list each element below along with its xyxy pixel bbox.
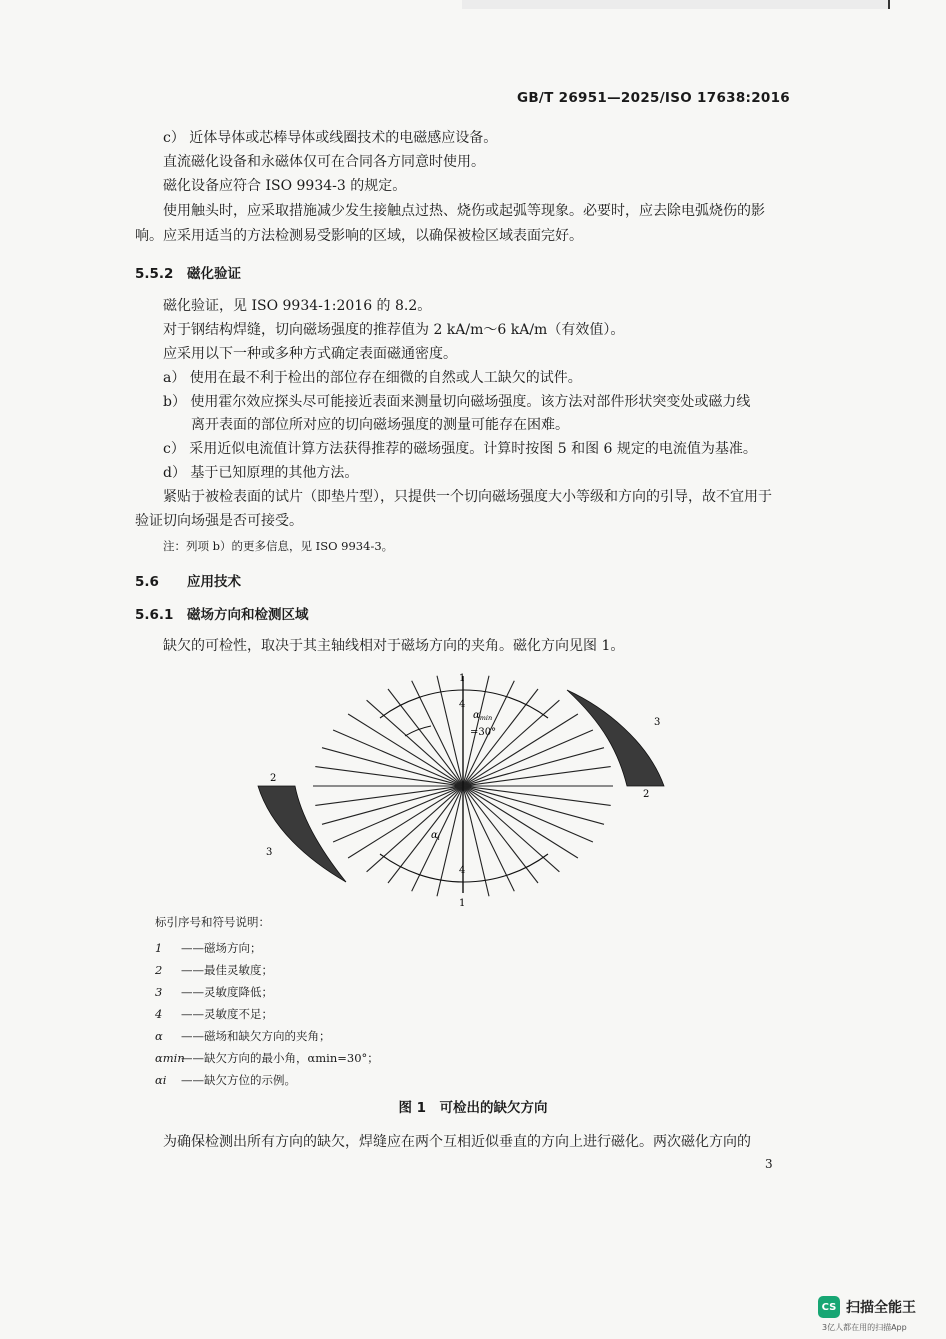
legend-row [155, 1006, 273, 1022]
scan-edge-mark [888, 0, 890, 9]
list-item-c-induction: c） 近体导体或芯棒导体或线圈技术的电磁感应设备。 [163, 130, 498, 146]
section-title: 磁化验证 [187, 266, 241, 282]
paragraph-shim-line2: 验证切向场强是否可接受。 [135, 513, 303, 529]
legend-text: ——磁场方向； [181, 941, 262, 955]
paragraph-dc-equipment: 直流磁化设备和永磁体仅可在合同各方同意时使用。 [163, 154, 485, 170]
label-3-left: 3 [266, 847, 273, 858]
figure-1-defect-directions [240, 668, 690, 908]
legend-key: αmin [155, 1051, 185, 1065]
legend-text: ——缺欠方位的示例。 [181, 1073, 296, 1087]
legend-key: 4 [155, 1007, 163, 1021]
section-number: 5.6.1 [135, 607, 174, 623]
paragraph-field-strength: 对于钢结构焊缝，切向磁场强度的推荐值为 2 kA/m～6 kA/m（有效值）。 [163, 322, 625, 338]
paragraph-shim-line1: 紧贴于被检表面的试片（即垫片型），只提供一个切向磁场强度大小等级和方向的引导，故不宜用于 [163, 489, 772, 505]
label-4-bottom: 4 [459, 865, 466, 876]
cs-logo-icon: CS [818, 1296, 840, 1318]
scanner-tagline: 3亿人都在用的扫描App [822, 1323, 907, 1332]
section-title: 应用技术 [187, 574, 241, 590]
legend-text: ——最佳灵敏度； [181, 963, 273, 977]
paragraph-prods-line2: 响。应采用适当的方法检测易受影响的区域，以确保被检区域表面完好。 [135, 228, 583, 244]
paragraph-flux-methods: 应采用以下一种或多种方式确定表面磁通密度。 [163, 346, 457, 362]
paragraph-detectability: 缺欠的可检性，取决于其主轴线相对于磁场方向的夹角。磁化方向见图 1。 [163, 638, 625, 654]
label-1-bottom: 1 [459, 898, 466, 908]
label-2-right: 2 [643, 789, 650, 800]
legend-text: ——灵敏度不足； [181, 1007, 273, 1021]
legend-text: ——灵敏度降低； [181, 985, 273, 999]
list-item-b-line1: b） 使用霍尔效应探头尽可能接近表面来测量切向磁场强度。该方法对部件形状突变处或磁力线 [163, 394, 751, 410]
scanner-app-name: 扫描全能王 [846, 1300, 916, 1316]
page-number: 3 [765, 1157, 773, 1171]
section-heading-5-6-1 [135, 603, 309, 623]
label-2-left: 2 [270, 773, 277, 784]
legend-row [155, 940, 262, 956]
legend-key: 1 [155, 941, 163, 955]
legend-row [155, 1028, 331, 1044]
list-item-d: d） 基于已知原理的其他方法。 [163, 465, 359, 481]
note: 注：列项 b）的更多信息，见 ISO 9934-3。 [163, 539, 394, 553]
legend-text: ——磁场和缺欠方向的夹角； [181, 1029, 331, 1043]
label-1-top: 1 [459, 673, 466, 684]
label-3-right: 3 [654, 717, 661, 728]
section-heading-5-6 [135, 570, 241, 590]
paragraph-prods-line1: 使用触头时，应采取措施减少发生接触点过热、烧伤或起弧等现象。必要时，应去除电弧烧伤的影 [163, 203, 765, 219]
paragraph-two-directions: 为确保检测出所有方向的缺欠，焊缝应在两个互相近似垂直的方向上进行磁化。两次磁化方向的 [163, 1134, 751, 1150]
legend-row [155, 1050, 379, 1066]
legend-row [155, 1072, 296, 1088]
legend-key: 3 [155, 985, 163, 999]
legend-key: α [155, 1029, 163, 1043]
reduced-sensitivity-sector-left [258, 786, 346, 882]
legend-row [155, 962, 273, 978]
legend-title: 标引序号和符号说明： [155, 915, 270, 929]
label-alpha-min: $\alpha_{min}$ [473, 710, 493, 722]
figure-caption: 图 1 可检出的缺欠方向 [398, 1100, 548, 1116]
scan-edge [462, 0, 888, 9]
list-item-b-line2: 离开表面的部位所对应的切向磁场强度的测量可能存在困难。 [191, 417, 569, 433]
paragraph-iso-compliance: 磁化设备应符合 ISO 9934-3 的规定。 [163, 178, 407, 194]
section-title: 磁场方向和检测区域 [187, 607, 309, 623]
reduced-sensitivity-sector-right [567, 690, 664, 786]
label-alpha-i: $\alpha_i$ [431, 830, 440, 842]
label-angle-30: =30° [470, 727, 497, 738]
list-item-c: c） 采用近似电流值计算方法获得推荐的磁场强度。计算时按图 5 和图 6 规定的电流值为基准。 [163, 441, 757, 457]
section-number: 5.5.2 [135, 266, 174, 282]
scanner-watermark [818, 1296, 916, 1318]
label-4-top: 4 [459, 699, 466, 710]
legend-key: 2 [155, 963, 163, 977]
legend-key: αi [155, 1073, 167, 1087]
legend-text: ——缺欠方向的最小角，αmin=30°； [181, 1051, 379, 1065]
section-heading-5-5-2 [135, 262, 241, 282]
section-number: 5.6 [135, 574, 159, 590]
standard-number-header: GB/T 26951—2025/ISO 17638:2016 [516, 90, 790, 106]
list-item-a: a） 使用在最不利于检出的部位存在细微的自然或人工缺欠的试件。 [163, 370, 582, 386]
paragraph-verification-ref: 磁化验证，见 ISO 9934-1:2016 的 8.2。 [163, 298, 432, 314]
legend-row [155, 984, 273, 1000]
